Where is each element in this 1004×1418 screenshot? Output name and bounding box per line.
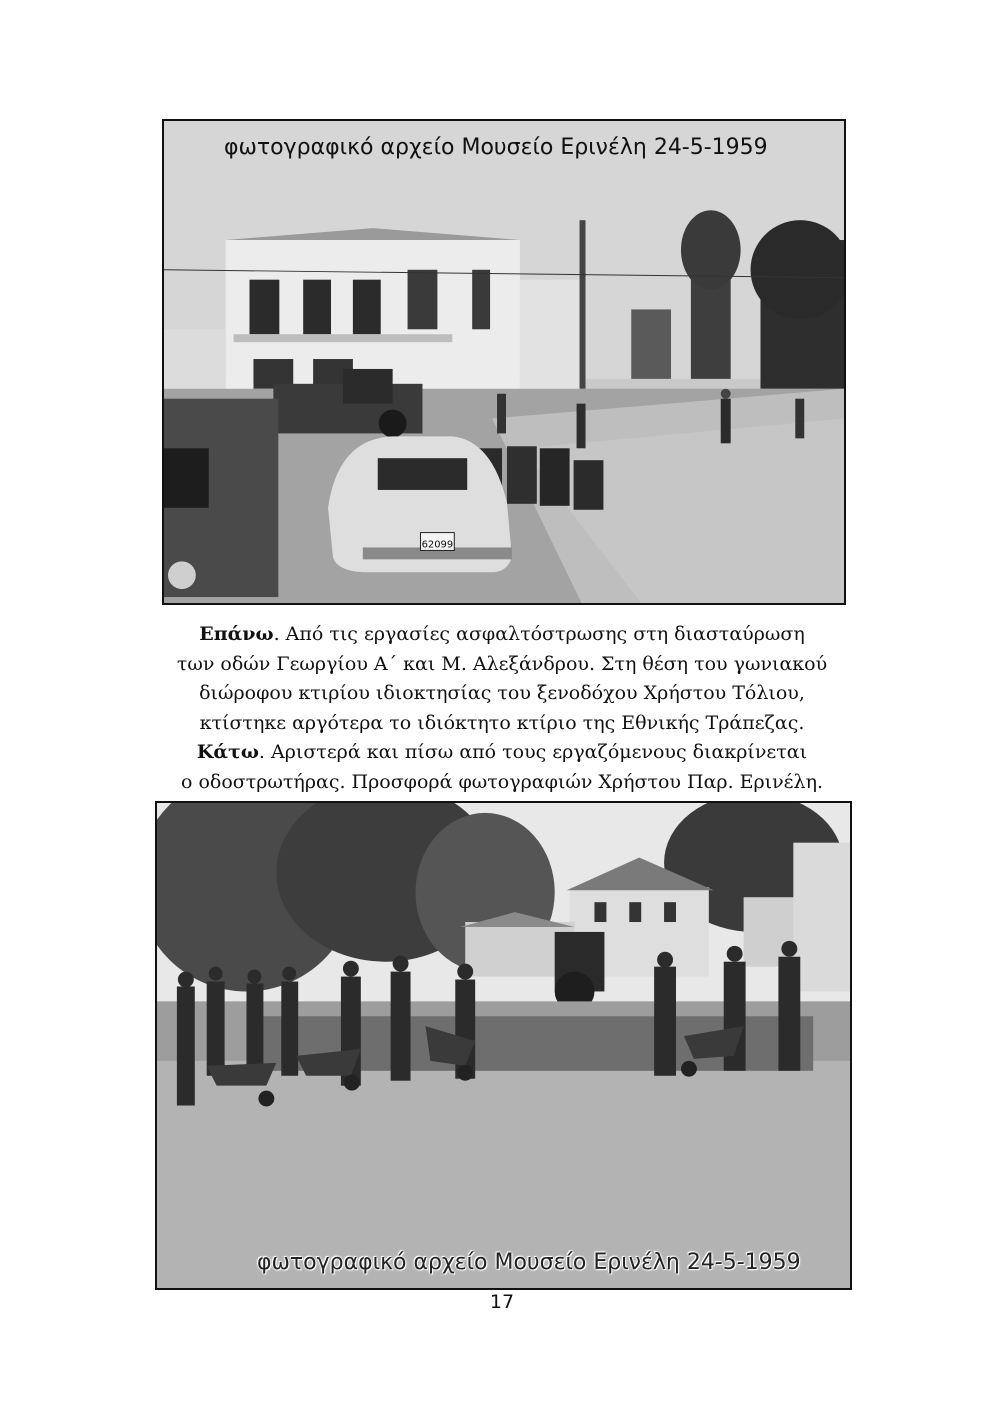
caption-line-4: κτίστηκε αργότερα το ιδιόκτητο κτίριο της Εθνικής Τράπεζας.: [199, 711, 805, 734]
caption-label-top: Επάνω: [199, 623, 274, 645]
top-photo-scene: [164, 121, 844, 603]
bottom-photo-scene: [157, 803, 850, 1288]
bottom-photo: [155, 801, 852, 1290]
caption-label-bottom: Κάτω: [196, 741, 259, 763]
caption-line-3: διώροφου κτιρίου ιδιοκτησίας του ξενοδόχου Χρήστου Τόλιου,: [199, 682, 805, 704]
bottom-photo-watermark: φωτογραφικό αρχείο Μουσείο Ερινέλη 24-5-1959: [257, 1250, 801, 1275]
top-photo: [162, 119, 846, 605]
top-photo-watermark: φωτογραφικό αρχείο Μουσείο Ερινέλη 24-5-1959: [224, 135, 768, 160]
photo-caption: [0, 620, 1004, 797]
caption-line-2: των οδών Γεωργίου Α΄ και Μ. Αλεξάνδρου. Στη θέση του γωνιακού: [176, 652, 828, 675]
caption-line-5-text: . Αριστερά και πίσω από τους εργαζόμενους διακρίνεται: [258, 741, 808, 763]
page-number: 17: [489, 1291, 515, 1313]
caption-line-6: ο οδοστρωτήρας. Προσφορά φωτογραφιών Χρήστου Παρ. Ερινέλη.: [180, 770, 823, 793]
license-plate: 62099: [421, 539, 454, 551]
caption-line-5: [0, 738, 1004, 768]
caption-line-1: [0, 620, 1004, 650]
caption-line-1-text: . Από τις εργασίες ασφαλτόστρωσης στη διασταύρωση: [273, 623, 805, 645]
